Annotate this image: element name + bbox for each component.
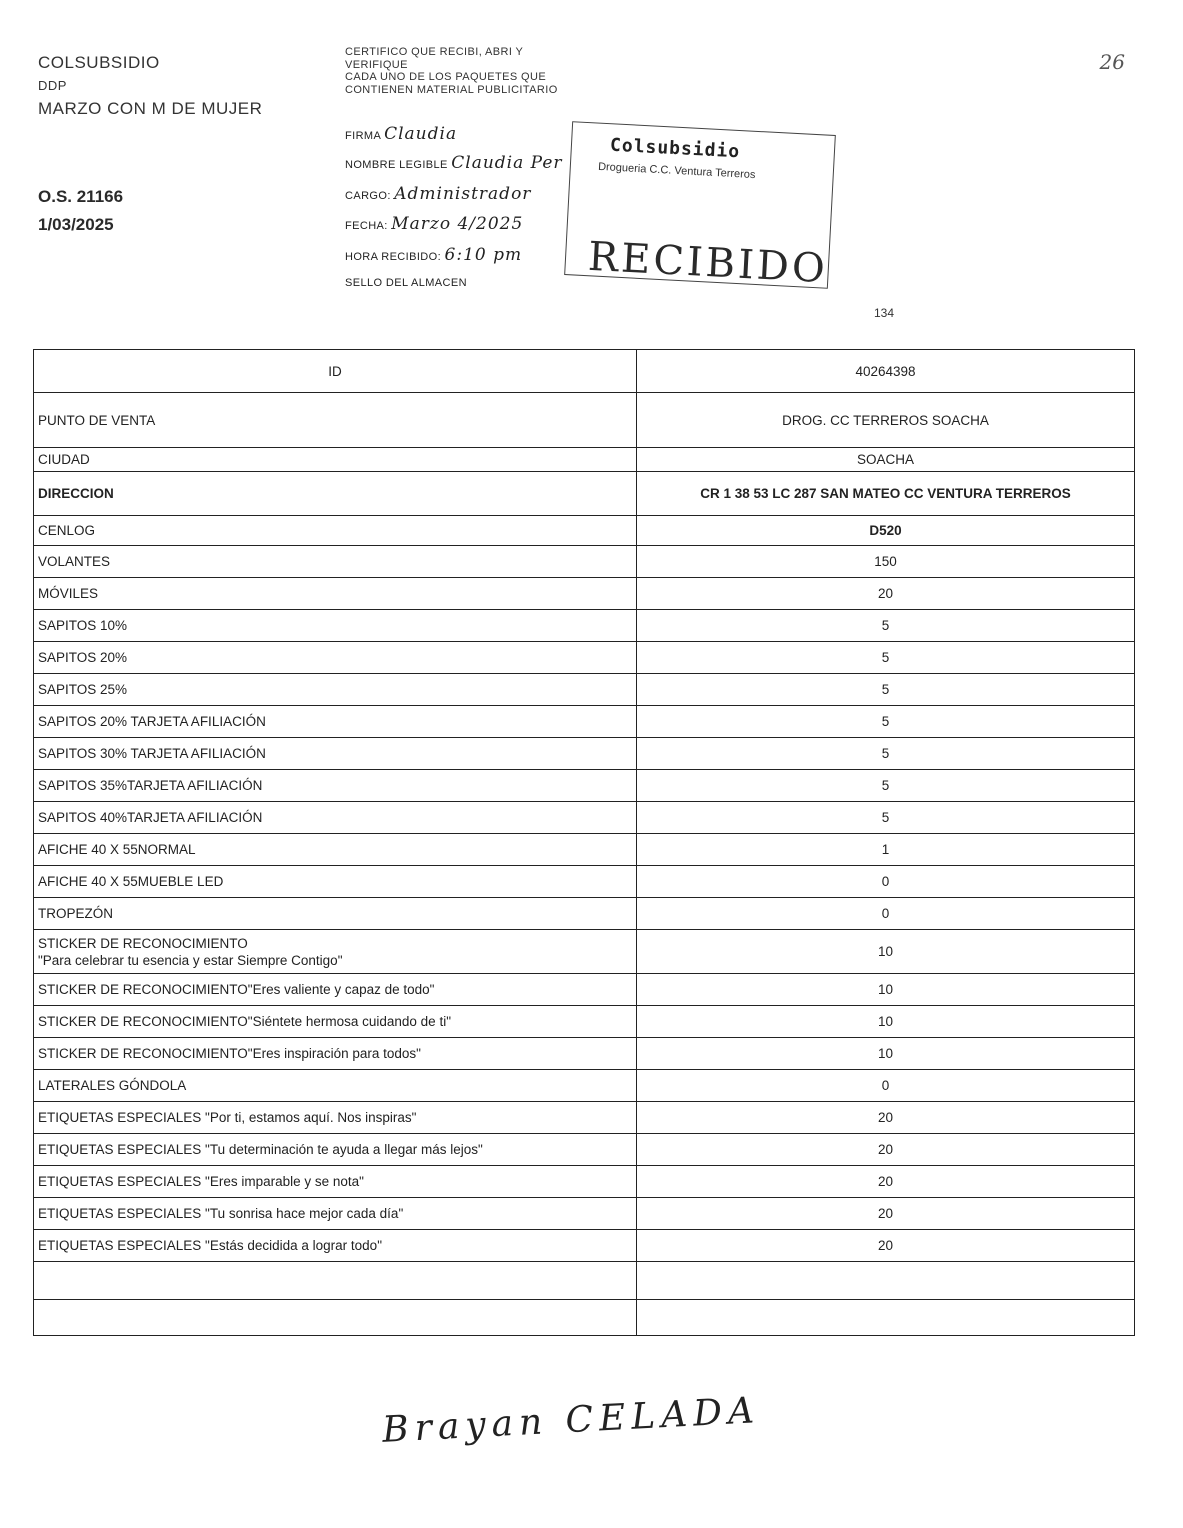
order-number: O.S. 21166 — [38, 187, 124, 206]
fecha-value: Marzo 4/2025 — [391, 214, 524, 234]
table-row — [34, 610, 1135, 642]
table-row — [34, 898, 1135, 930]
sello-label: SELLO DEL ALMACEN — [345, 277, 467, 289]
table-row — [34, 516, 1135, 546]
row-value: 20 — [637, 1166, 1135, 1198]
row-value: 20 — [637, 1134, 1135, 1166]
cargo-label: CARGO: — [345, 190, 391, 202]
row-label: AFICHE 40 X 55MUEBLE LED — [34, 866, 637, 898]
cargo-field — [345, 184, 531, 204]
row-label: SAPITOS 35%TARJETA AFILIACIÓN — [34, 770, 637, 802]
row-label-multiline — [34, 930, 637, 974]
table-row — [34, 393, 1135, 448]
hora-value: 6:10 pm — [444, 245, 523, 265]
row-value: 150 — [637, 546, 1135, 578]
stamp-received: RECIBIDO — [586, 233, 829, 293]
sello-field — [345, 277, 467, 289]
company-name: COLSUBSIDIO — [38, 53, 160, 72]
row-label: VOLANTES — [34, 546, 637, 578]
table-row — [34, 706, 1135, 738]
hora-field — [345, 245, 522, 265]
row-label: STICKER DE RECONOCIMIENTO"Siéntete hermosa cuidando de ti" — [34, 1006, 637, 1038]
row-label-quote: "Para celebrar tu esencia y estar Siempre Contigo" — [38, 952, 343, 968]
row-value: 5 — [637, 642, 1135, 674]
firma-value: Claudia — [384, 124, 458, 144]
table-row — [34, 578, 1135, 610]
row-value: 10 — [637, 1038, 1135, 1070]
row-value: 5 — [637, 770, 1135, 802]
order-block — [38, 183, 123, 239]
cargo-value: Administrador — [394, 184, 532, 204]
table-row-empty — [34, 1300, 1135, 1336]
certificate-text — [345, 46, 645, 96]
table-row — [34, 1070, 1135, 1102]
row-label: CIUDAD — [34, 448, 637, 472]
table-row — [34, 738, 1135, 770]
table-row — [34, 1006, 1135, 1038]
row-value: SOACHA — [637, 448, 1135, 472]
row-value: 5 — [637, 610, 1135, 642]
table-row — [34, 1230, 1135, 1262]
firma-label: FIRMA — [345, 130, 381, 142]
row-value: 0 — [637, 898, 1135, 930]
row-value — [637, 1262, 1135, 1300]
row-label: AFICHE 40 X 55NORMAL — [34, 834, 637, 866]
row-value: 10 — [637, 974, 1135, 1006]
row-label: MÓVILES — [34, 578, 637, 610]
row-label: TROPEZÓN — [34, 898, 637, 930]
table-row — [34, 1038, 1135, 1070]
table-row — [34, 770, 1135, 802]
row-value: D520 — [637, 516, 1135, 546]
row-label: PUNTO DE VENTA — [34, 393, 637, 448]
row-value: 0 — [637, 866, 1135, 898]
row-label: SAPITOS 20% — [34, 642, 637, 674]
row-value: 10 — [637, 930, 1135, 974]
table-row — [34, 834, 1135, 866]
table-row — [34, 1134, 1135, 1166]
nombre-label: NOMBRE LEGIBLE — [345, 159, 448, 171]
stamp-title: Colsubsidio — [609, 134, 741, 163]
materials-table — [33, 349, 1135, 1336]
table-row — [34, 974, 1135, 1006]
row-label: DIRECCION — [34, 472, 637, 516]
row-label: SAPITOS 25% — [34, 674, 637, 706]
header-left — [38, 50, 262, 122]
row-value: 5 — [637, 674, 1135, 706]
row-value: 20 — [637, 578, 1135, 610]
table-row — [34, 350, 1135, 393]
row-label: SAPITOS 20% TARJETA AFILIACIÓN — [34, 706, 637, 738]
row-value: 5 — [637, 706, 1135, 738]
row-label: LATERALES GÓNDOLA — [34, 1070, 637, 1102]
table-row — [34, 930, 1135, 974]
table-row — [34, 1102, 1135, 1134]
table-row — [34, 1166, 1135, 1198]
row-label — [34, 1262, 637, 1300]
row-value: 20 — [637, 1102, 1135, 1134]
certificate-line: CERTIFICO QUE RECIBI, ABRI Y — [345, 46, 524, 58]
row-value: 20 — [637, 1198, 1135, 1230]
order-date: 1/03/2025 — [38, 215, 114, 234]
handwritten-signature: Brayan CELADA — [381, 1390, 761, 1451]
stamp-subtitle: Drogueria C.C. Ventura Terreros — [597, 160, 756, 182]
hora-label: HORA RECIBIDO: — [345, 251, 442, 263]
row-value — [637, 1300, 1135, 1336]
row-label: ID — [34, 350, 637, 393]
row-value: DROG. CC TERREROS SOACHA — [637, 393, 1135, 448]
row-label: STICKER DE RECONOCIMIENTO"Eres inspiración para todos" — [34, 1038, 637, 1070]
row-label: SAPITOS 40%TARJETA AFILIACIÓN — [34, 802, 637, 834]
row-label: ETIQUETAS ESPECIALES "Eres imparable y se nota" — [34, 1166, 637, 1198]
fecha-field — [345, 214, 523, 234]
certificate-line: CADA UNO DE LOS PAQUETES QUE — [345, 71, 547, 83]
reference-number: 134 — [874, 306, 895, 320]
row-label: STICKER DE RECONOCIMIENTO — [38, 935, 248, 951]
page-mark: 26 — [1099, 50, 1125, 74]
row-label — [34, 1300, 637, 1336]
row-value: 0 — [637, 1070, 1135, 1102]
table-row — [34, 546, 1135, 578]
nombre-field — [345, 153, 563, 173]
row-label: STICKER DE RECONOCIMIENTO"Eres valiente y capaz de todo" — [34, 974, 637, 1006]
row-value: 1 — [637, 834, 1135, 866]
table-row — [34, 802, 1135, 834]
row-label: CENLOG — [34, 516, 637, 546]
row-value: CR 1 38 53 LC 287 SAN MATEO CC VENTURA TERREROS — [637, 472, 1135, 516]
table-row — [34, 866, 1135, 898]
row-value: 10 — [637, 1006, 1135, 1038]
row-label: SAPITOS 10% — [34, 610, 637, 642]
nombre-value: Claudia Per — [451, 153, 563, 173]
campaign-name: MARZO CON M DE MUJER — [38, 99, 263, 118]
fecha-label: FECHA: — [345, 220, 388, 232]
row-label: SAPITOS 30% TARJETA AFILIACIÓN — [34, 738, 637, 770]
certificate-line: VERIFIQUE — [345, 58, 408, 71]
table-row — [34, 472, 1135, 516]
firma-field — [345, 124, 457, 144]
row-label: ETIQUETAS ESPECIALES "Tu determinación te ayuda a llegar más lejos" — [34, 1134, 637, 1166]
row-value: 40264398 — [637, 350, 1135, 393]
row-label: ETIQUETAS ESPECIALES "Tu sonrisa hace mejor cada día" — [34, 1198, 637, 1230]
table-row — [34, 674, 1135, 706]
table-row — [34, 1198, 1135, 1230]
row-value: 20 — [637, 1230, 1135, 1262]
row-label: ETIQUETAS ESPECIALES "Estás decidida a lograr todo" — [34, 1230, 637, 1262]
table-row — [34, 448, 1135, 472]
table-row — [34, 642, 1135, 674]
certificate-line: CONTIENEN MATERIAL PUBLICITARIO — [345, 83, 558, 96]
table-row-empty — [34, 1262, 1135, 1300]
company-subtitle: DDP — [38, 78, 67, 93]
row-value: 5 — [637, 738, 1135, 770]
row-value: 5 — [637, 802, 1135, 834]
row-label: ETIQUETAS ESPECIALES "Por ti, estamos aquí. Nos inspiras" — [34, 1102, 637, 1134]
